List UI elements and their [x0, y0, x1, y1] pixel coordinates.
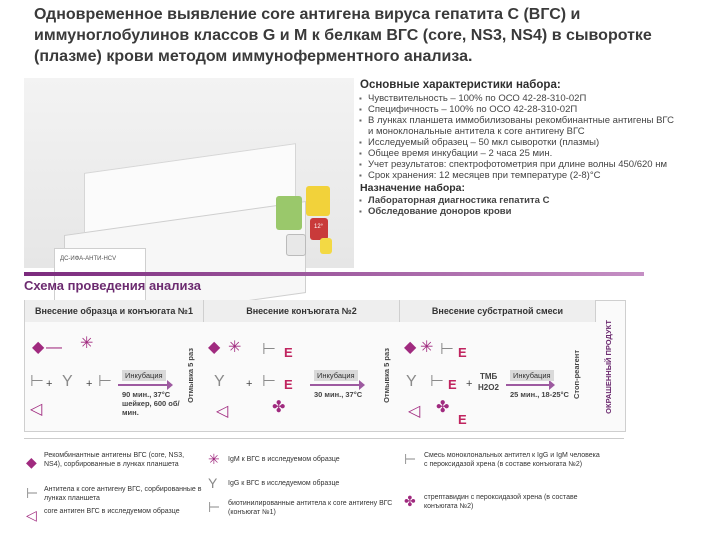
stop-reagent-label: Стоп-реагент	[572, 350, 581, 400]
step2-incubation-value: 30 мин., 37°С	[314, 390, 363, 399]
vial-label: 12°	[314, 224, 324, 230]
step1-arrow	[118, 384, 168, 386]
antigen-symbol: ◆	[208, 339, 221, 356]
antibody-legend-icon: ⊢	[26, 485, 39, 501]
wash-label: Отмывка 5 раз	[382, 348, 391, 403]
purpose-list	[360, 195, 680, 217]
igm-symbol: ✳	[228, 339, 242, 356]
legend-item: IgG к ВГС в исследуемом образце	[228, 480, 340, 487]
antigen-bond: —	[46, 339, 62, 356]
purpose-item: ▪ Лабораторная диагностика гепатита С	[368, 195, 680, 206]
vial-small	[286, 234, 306, 256]
streptavidin-legend-icon: ✤	[404, 493, 416, 509]
plus-sign: +	[46, 378, 53, 390]
characteristic-item: ▪ Исследуемый образец – 50 мкл сыворотки (плазмы)	[368, 137, 680, 148]
igm-symbol: ✳	[420, 339, 434, 356]
column-sample: Внесение образца и конъюгата №1	[25, 300, 204, 322]
enzyme-label: E	[284, 345, 293, 360]
characteristic-item: ▪ Учет результатов: спектрофотометрия при длине волны 450/620 нм	[368, 159, 680, 170]
plus-sign: +	[86, 378, 93, 390]
plus-sign: +	[466, 378, 473, 390]
enzyme-label: E	[284, 377, 293, 392]
legend-item: Рекомбинантные антигены ВГС (core, NS3, NS4), сорбированные в лунках планшета	[44, 452, 185, 468]
column-conjugate2: Внесение конъюгата №2	[204, 300, 400, 322]
tmb-label: ТМБ	[480, 372, 498, 381]
conjugate2-antibody: ⊢	[430, 373, 444, 390]
scheme-heading: Схема проведения анализа	[24, 278, 202, 293]
antigen-legend-icon: ◆	[26, 454, 37, 470]
biotin-antibody-legend-icon: ⊢	[208, 499, 221, 515]
streptavidin-symbol: ✤	[272, 399, 286, 416]
core-antigen-symbol: ◁	[408, 403, 421, 420]
step1-incubation-value: 90 мин., 37°С шейкер, 600 об/мин.	[122, 390, 180, 417]
legend-item: Смесь моноклональных антител к IgG и IgM человека с пероксидазой хрена (в составе конъюгата №2)	[424, 452, 600, 468]
colored-product-label: ОКРАШЕННЫЙ ПРОДУКТ	[604, 320, 613, 414]
vial-yellow	[306, 186, 330, 216]
step2-arrow	[310, 384, 360, 386]
legend-item: core антиген ВГС в исследуемом образце	[44, 508, 180, 515]
kit-photo	[24, 78, 354, 268]
igm-legend-icon: ✳	[208, 451, 220, 467]
characteristic-item: ▪ Общее время инкубации – 2 часа 25 мин.	[368, 148, 680, 159]
column-substrate: Внесение субстратной смеси	[400, 300, 596, 322]
characteristic-item: ▪ В лунках планшета иммобилизованы рекомбинантные антигены ВГС и моноклональные антитела к core антигену ВГС	[368, 115, 680, 137]
step3-incubation-value: 25 мин., 18-25°С	[510, 390, 569, 399]
characteristics-panel	[360, 80, 680, 217]
characteristic-item: ▪ Чувствительность – 100% по ОСО 42-28-310-02П	[368, 93, 680, 104]
characteristics-heading: Основные характеристики набора:	[360, 79, 561, 91]
characteristic-item: ▪ Срок хранения: 12 месяцев при температуре (2-8)°С	[368, 170, 680, 181]
step2-incubation-label: Инкубация	[314, 370, 358, 381]
antigen-symbol: ◆	[404, 339, 417, 356]
legend-item: стрептавидин с пероксидазой хрена (в составе конъюгата №2)	[424, 494, 578, 510]
biotin-antibody-symbol: ⊢	[98, 373, 112, 390]
step3-incubation-label: Инкубация	[510, 370, 554, 381]
igg-legend-icon: Y	[208, 475, 218, 491]
vial-yellow-small	[320, 238, 332, 254]
enzyme-label: E	[458, 345, 467, 360]
page-title: Одновременное выявление core антигена вируса гепатита С (ВГС) и иммуноглобулинов классов G и M к белкам ВГС (core, NS3, NS4) в сыворотке (плазме) крови методом иммуноферментного анализа.	[34, 6, 652, 65]
conjugate2-antibody: ⊢	[262, 373, 276, 390]
vial-green	[276, 196, 302, 230]
plus-sign: +	[246, 378, 253, 390]
h2o2-label: H2O2	[478, 383, 499, 392]
legend-item: Антитела к core антигену ВГС, сорбированные в лунках планшета	[44, 486, 202, 502]
igm-symbol: ✳	[80, 335, 94, 352]
characteristic-item: ▪ Специфичность – 100% по ОСО 42-28-310-02П	[368, 104, 680, 115]
igg-symbol: Y	[406, 373, 417, 390]
kit-box-label: ДС-ИФА-АНТИ-HCV	[60, 256, 117, 262]
scheme-divider	[24, 272, 644, 276]
wash-label: Отмывка 5 раз	[186, 348, 195, 403]
conjugate2-antibody: ⊢	[440, 341, 454, 358]
enzyme-label: E	[448, 377, 457, 392]
core-antigen-symbol: ◁	[30, 401, 43, 418]
igg-symbol: Y	[214, 373, 225, 390]
purpose-item: ▪ Обследование доноров крови	[368, 206, 680, 217]
conjugate2-legend-icon: ⊢	[404, 451, 417, 467]
core-antigen-legend-icon: ◁	[26, 507, 37, 523]
enzyme-label: E	[458, 412, 467, 427]
step3-arrow	[506, 384, 550, 386]
legend-item: биотинилированные антитела к core антигену ВГС (конъюгат №1)	[228, 500, 393, 516]
legend-divider	[24, 438, 624, 439]
antibody-symbol: ⊢	[30, 373, 44, 390]
streptavidin-symbol: ✤	[436, 399, 450, 416]
igg-symbol: Y	[62, 373, 73, 390]
core-antigen-symbol: ◁	[216, 403, 229, 420]
characteristics-list	[360, 93, 680, 181]
legend-item: IgM к ВГС в исследуемом образце	[228, 456, 340, 463]
conjugate2-antibody: ⊢	[262, 341, 276, 358]
step1-incubation-label: Инкубация	[122, 370, 166, 381]
antigen-symbol: ◆	[32, 339, 45, 356]
purpose-heading: Назначение набора:	[360, 182, 466, 194]
